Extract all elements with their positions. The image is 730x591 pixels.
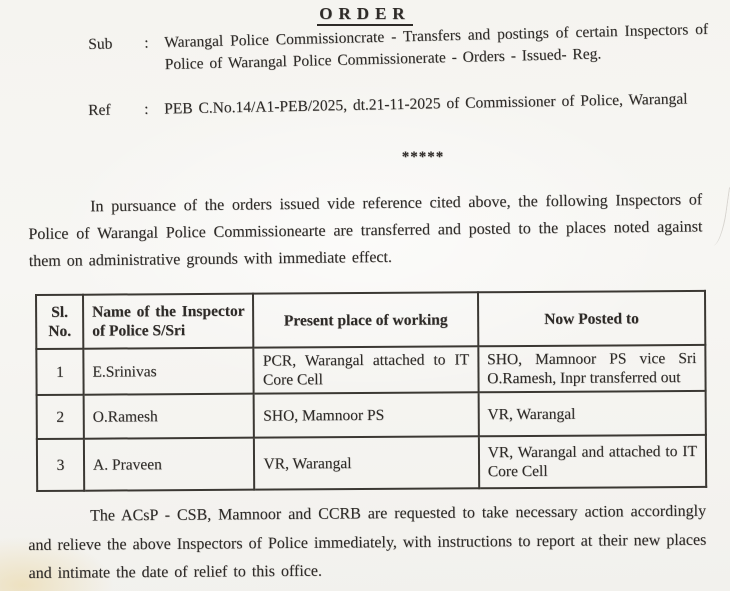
table-row [36, 345, 705, 395]
reference-label: Ref [88, 101, 111, 119]
subject-text: Warangal Police Commissioncrate - Transfers and postings of certain Inspectors of Police of Warangal Police Commissionerate - Orders - Issued- Reg. [164, 20, 709, 74]
subject-colon: : [144, 34, 149, 52]
table-row [37, 391, 706, 439]
cell-present-place: SHO, Mamnoor PS [254, 392, 478, 437]
header-sl-no: Sl. No. [36, 295, 83, 349]
scan-artifact [707, 185, 730, 247]
reference-colon: : [144, 100, 149, 118]
cell-present-place: VR, Warangal [254, 436, 479, 489]
reference-text: PEB C.No.14/A1-PEB/2025, dt.21-11-2025 of Commissioner of Police, Warangal [164, 90, 688, 118]
cell-now-posted: SHO, Mamnoor PS vice Sri O.Ramesh, Inpr transferred out [478, 345, 706, 392]
cell-present-place: PCR, Warangal attached to IT Core Cell [254, 346, 479, 393]
reference-block [88, 88, 693, 122]
document-title-text: ORDER [317, 4, 412, 26]
cell-inspector-name: O.Ramesh [84, 394, 255, 439]
table-row [37, 435, 706, 491]
cell-sl-no: 1 [36, 349, 83, 395]
subject-block [88, 19, 709, 78]
header-inspector-name: Name of the Inspector of Police S/Sri [83, 294, 254, 349]
body-paragraph-1: In pursuance of the orders issued vide reference cited above, the following Inspectors of Police of Warangal Police Commissionearte are transferred and posted to the places noted against them on administrative grounds with immediate effect. [28, 191, 703, 270]
subject-label: Sub [88, 35, 113, 53]
cell-inspector-name: A. Praveen [84, 438, 255, 491]
cell-sl-no: 3 [37, 439, 84, 491]
cell-inspector-name: E.Srinivas [83, 348, 254, 395]
cell-now-posted: VR, Warangal [478, 391, 706, 436]
star-separator: ***** [401, 149, 445, 165]
body-paragraph-2: The ACsP - CSB, Mamnoor and CCRB are requested to take necessary action accordingly and relieve the above Inspectors of Police immediately, with instructions to report at their new places and intimate the date of relief to this office. [28, 502, 707, 582]
header-now-posted: Now Posted to [478, 291, 706, 346]
cell-now-posted: VR, Warangal and attached to IT Core Cell [479, 435, 707, 488]
cell-sl-no: 2 [37, 395, 84, 439]
table-header-row [36, 291, 705, 349]
header-present-place: Present place of working [253, 292, 478, 347]
transfer-postings-table [35, 290, 707, 492]
